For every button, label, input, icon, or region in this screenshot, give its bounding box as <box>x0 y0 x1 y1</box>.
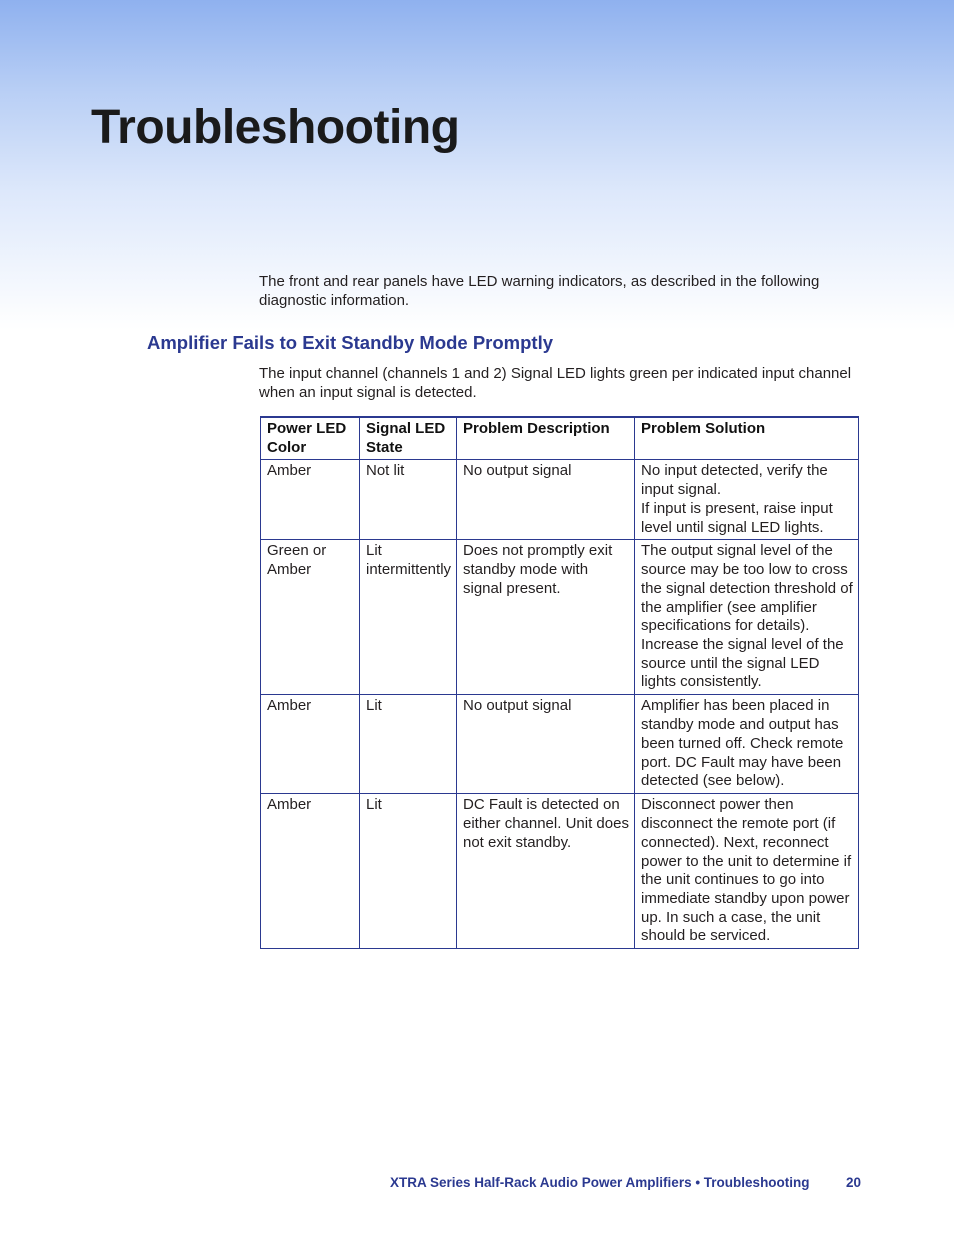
table-row <box>261 540 859 695</box>
problem-description-cell: No output signal <box>457 695 635 794</box>
column-header-power-led: Power LED Color <box>261 417 360 460</box>
intro-paragraph: The front and rear panels have LED warning indicators, as described in the following diagnostic information. <box>259 273 820 309</box>
problem-solution-cell <box>635 460 859 540</box>
page-title: Troubleshooting <box>91 101 460 154</box>
section-heading: Amplifier Fails to Exit Standby Mode Promptly <box>147 332 554 353</box>
page-number: 20 <box>846 1175 862 1190</box>
solution-line: The output signal level of the source may be too low to cross the signal detection threshold of the amplifier (see amplifier specifications for details). <box>641 542 853 635</box>
solution-line: If input is present, raise input level until signal LED lights. <box>641 499 833 536</box>
signal-led-cell: Lit <box>360 695 457 794</box>
footer-document-title: XTRA Series Half-Rack Audio Power Amplifiers • Troubleshooting <box>390 1175 810 1190</box>
problem-description-cell: DC Fault is detected on either channel. Unit does not exit standby. <box>457 794 635 949</box>
power-led-cell: Amber <box>261 794 360 949</box>
power-led-cell: Amber <box>261 460 360 540</box>
table-header-row <box>261 417 859 460</box>
diagnostic-table <box>260 416 859 949</box>
signal-led-cell: Not lit <box>360 460 457 540</box>
solution-line: Amplifier has been placed in standby mode and output has been turned off. Check remote port. DC Fault may have been detected (see below). <box>641 697 844 790</box>
power-led-cell: Amber <box>261 695 360 794</box>
table-row <box>261 695 859 794</box>
solution-line: No input detected, verify the input signal. <box>641 462 828 499</box>
table-row <box>261 794 859 949</box>
column-header-problem-solution: Problem Solution <box>635 417 859 460</box>
column-header-signal-led: Signal LED State <box>360 417 457 460</box>
problem-description-cell: No output signal <box>457 460 635 540</box>
problem-solution-cell <box>635 540 859 695</box>
problem-description-cell: Does not promptly exit standby mode with signal present. <box>457 540 635 695</box>
solution-line: Disconnect power then disconnect the remote port (if connected). Next, reconnect power to the unit to determine if the unit continues to go into immediate standby upon power up. In such a case, the unit should be serviced. <box>641 796 852 945</box>
signal-led-cell: Lit intermittently <box>360 540 457 695</box>
table-row <box>261 460 859 540</box>
problem-solution-cell <box>635 695 859 794</box>
solution-line: Increase the signal level of the source until the signal LED lights consistently. <box>641 635 844 691</box>
power-led-cell: Green or Amber <box>261 540 360 695</box>
signal-led-cell: Lit <box>360 794 457 949</box>
section-intro-paragraph: The input channel (channels 1 and 2) Signal LED lights green per indicated input channel when an input signal is detected. <box>259 365 852 401</box>
column-header-problem-description: Problem Description <box>457 417 635 460</box>
problem-solution-cell <box>635 794 859 949</box>
